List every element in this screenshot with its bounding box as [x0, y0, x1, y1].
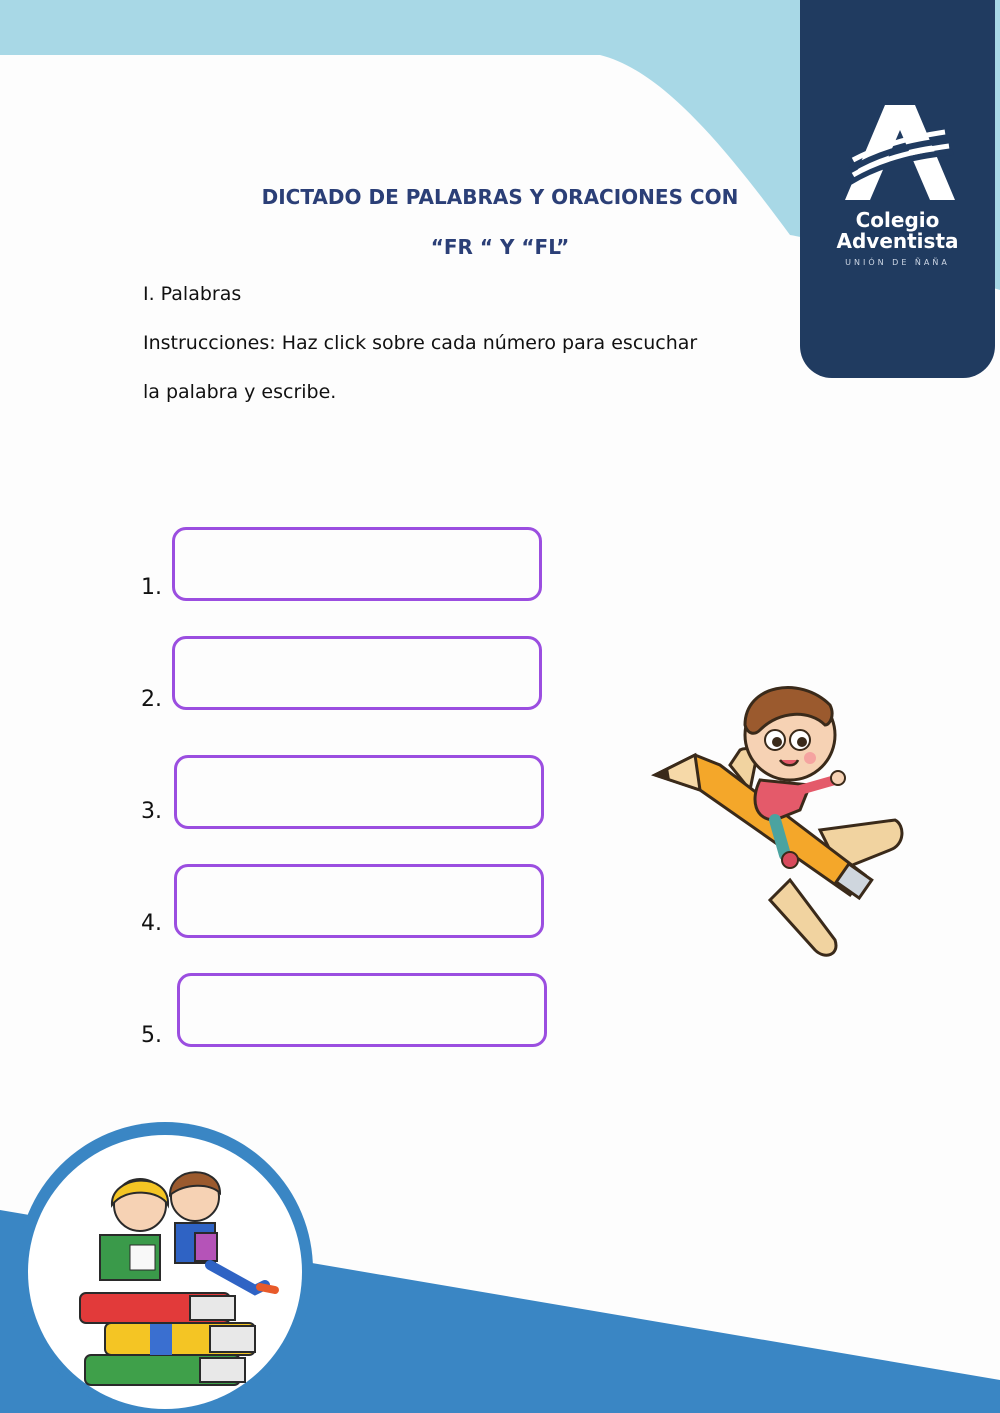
logo-subtitle: UNIÓN DE ÑAÑA — [845, 258, 950, 267]
page-title-line-1: DICTADO DE PALABRAS Y ORACIONES CON — [261, 185, 739, 209]
item-number-4[interactable]: 4. — [141, 911, 162, 936]
answer-box-3[interactable] — [174, 755, 544, 829]
item-number-5[interactable]: 5. — [141, 1023, 162, 1048]
section-heading: I. Palabras — [143, 283, 242, 305]
school-logo — [800, 0, 995, 378]
instructions-line-2: la palabra y escribe. — [143, 381, 337, 403]
answer-box-2[interactable] — [172, 636, 542, 710]
adventist-logo-icon — [845, 100, 955, 205]
instructions-line-1: Instrucciones: Haz click sobre cada número para escuchar — [143, 332, 698, 354]
answer-box-4[interactable] — [174, 864, 544, 938]
answer-box-1[interactable] — [172, 527, 542, 601]
kid-on-pencil-illustration — [650, 670, 910, 960]
answer-box-5[interactable] — [177, 973, 547, 1047]
item-number-2[interactable]: 2. — [141, 687, 162, 712]
page-title-line-2: “FR “ Y “FL” — [430, 235, 570, 259]
logo-line-1: Colegio — [855, 208, 940, 232]
logo-line-2: Adventista — [836, 229, 959, 253]
children-reading-illustration — [70, 1165, 290, 1400]
item-number-1[interactable]: 1. — [141, 575, 162, 600]
item-number-3[interactable]: 3. — [141, 799, 162, 824]
